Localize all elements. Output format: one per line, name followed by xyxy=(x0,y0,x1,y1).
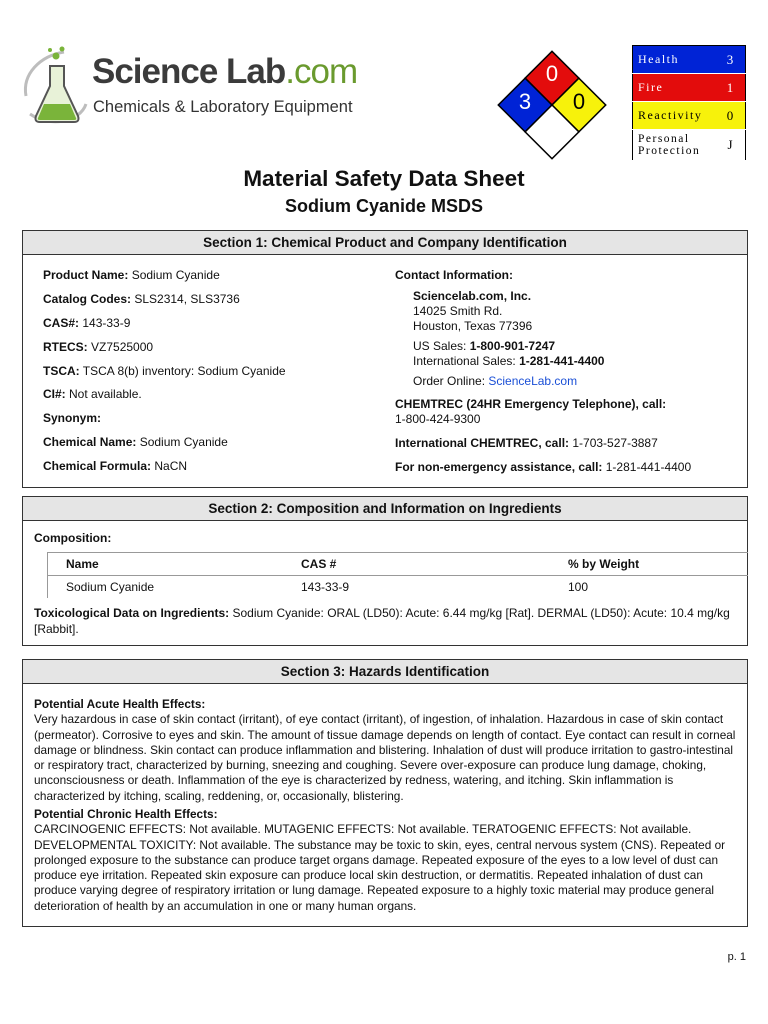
section-heading: Section 2: Composition and Information on Ingredients xyxy=(23,497,747,521)
page-number: p. 1 xyxy=(727,951,746,963)
nfpa-reactivity-value: 0 xyxy=(572,89,586,114)
logo-wordmark: Science Lab.com xyxy=(92,52,358,91)
document-title: Material Safety Data Sheet xyxy=(243,166,525,191)
chronic-health-effects xyxy=(34,807,739,914)
hmis-health-row xyxy=(633,46,746,74)
hmis-label: Fire xyxy=(638,80,664,94)
contact-heading: Contact Information: xyxy=(395,268,513,282)
cell-name: Sodium Cyanide xyxy=(66,580,155,594)
hmis-value: 0 xyxy=(726,107,734,123)
nfpa-fire-value: 0 xyxy=(545,61,559,86)
column-header: % by Weight xyxy=(568,557,640,571)
intl-chemtrec: International CHEMTREC, call: 1-703-527-3887 xyxy=(395,436,658,450)
field-ci: CI#: Not available. xyxy=(43,387,142,401)
international-sales: International Sales: 1-281-441-4400 xyxy=(413,354,605,368)
hmis-value: 1 xyxy=(726,79,734,95)
document-subtitle: Sodium Cyanide MSDS xyxy=(284,196,484,216)
section-2 xyxy=(22,496,748,646)
cell-cas: 143-33-9 xyxy=(301,580,350,594)
hmis-value: 3 xyxy=(726,51,734,67)
table-header-row xyxy=(48,553,748,576)
hmis-fire-row xyxy=(633,74,746,102)
composition-label: Composition: xyxy=(34,531,112,545)
chemtrec-label: CHEMTREC (24HR Emergency Telephone), call: xyxy=(395,397,667,411)
toxicological-data: Toxicological Data on Ingredients: Sodium Cyanide: ORAL (LD50): Acute: 6.44 mg/kg [Rat]. DERMAL (LD50): Acute: 10.4 mg/kg [Rabbit]. xyxy=(34,606,730,636)
field-chemical-formula: Chemical Formula: NaCN xyxy=(43,459,188,473)
field-synonym: Synonym: xyxy=(43,411,102,425)
composition-table xyxy=(47,552,748,598)
address-line-2: Houston, Texas 77396 xyxy=(413,319,533,333)
hmis-value: J xyxy=(727,137,733,152)
nfpa-diamond xyxy=(495,48,609,162)
hmis-personal-protection-row xyxy=(633,130,746,161)
column-header: CAS # xyxy=(301,557,337,571)
acute-health-effects xyxy=(34,697,739,804)
company-name: Sciencelab.com, Inc. xyxy=(413,289,532,303)
column-header: Name xyxy=(66,557,99,571)
section-heading: Section 3: Hazards Identification xyxy=(23,660,747,684)
section-heading: Section 1: Chemical Product and Company Identification xyxy=(23,231,747,255)
logo-tagline: Chemicals & Laboratory Equipment xyxy=(93,98,353,116)
sciencelab-link[interactable]: ScienceLab.com xyxy=(488,374,578,388)
hmis-reactivity-row xyxy=(633,102,746,130)
hmis-label: Personal Protection xyxy=(638,133,701,157)
field-chemical-name: Chemical Name: Sodium Cyanide xyxy=(43,435,228,449)
cell-weight: 100 xyxy=(568,580,589,594)
hmis-rating-table xyxy=(632,45,746,161)
non-emergency: For non-emergency assistance, call: 1-281-441-4400 xyxy=(395,460,692,474)
address-line-1: 14025 Smith Rd. xyxy=(413,304,503,318)
section-3 xyxy=(22,659,748,927)
field-product-name: Product Name: Sodium Cyanide xyxy=(43,268,220,282)
us-sales: US Sales: 1-800-901-7247 xyxy=(413,339,556,353)
table-row xyxy=(48,576,748,598)
hmis-label: Health xyxy=(638,52,679,66)
field-catalog-codes: Catalog Codes: SLS2314, SLS3736 xyxy=(43,292,240,306)
order-online: Order Online: ScienceLab.com xyxy=(413,374,578,388)
nfpa-health-value: 3 xyxy=(518,89,532,114)
field-tsca: TSCA: TSCA 8(b) inventory: Sodium Cyanide xyxy=(43,364,286,378)
chemtrec-phone: 1-800-424-9300 xyxy=(395,412,481,426)
chronic-label: Potential Chronic Health Effects: xyxy=(34,807,218,821)
field-cas: CAS#: 143-33-9 xyxy=(43,316,131,330)
hmis-label: Reactivity xyxy=(638,108,703,122)
section-1 xyxy=(22,230,748,488)
acute-label: Potential Acute Health Effects: xyxy=(34,697,206,711)
acute-text: Very hazardous in case of skin contact (irritant), of eye contact (irritant), of ingestion, of inhalation. Hazardous in case of skin contact (permeator). Corrosive to eyes and skin. The amount of tissue damage depends on length of contact. Eye contact can result in corneal damage or blindness. Skin contact can produce inflammation and blistering. Inhalation of dust will produce irritation to gastro-intestinal or respiratory tract, characterized by burning, sneezing and coughing. Severe over-exposure can produce lung damage, choking, unconsciousness or death. Inflammation of the eye is characterized by redness, watering, and itching. Skin inflammation is characterized by itching, scaling, reddening, or, occasionally, blistering. xyxy=(34,712,736,803)
chronic-text: CARCINOGENIC EFFECTS: Not available. MUTAGENIC EFFECTS: Not available. TERATOGENIC EFFECTS: Not available. DEVELOPMENTAL TOXICITY: Not available. The substance may be toxic to skin, eyes, central nervous system (CNS). Repeated or prolonged exposure to the substance can produce target organs damage. Repeated exposure of the eyes to a low level of dust can produce eye irritation. Repeated skin exposure can produce local skin destruction, or dermatitis. Repeated inhalation of dust can produce varying degree of respiratory irritation or lung damage. Repeated exposure to a highly toxic material may produce general deterioration of health by an accumulation in one or many human organs. xyxy=(34,822,726,913)
field-rtecs: RTECS: VZ7525000 xyxy=(43,340,154,354)
